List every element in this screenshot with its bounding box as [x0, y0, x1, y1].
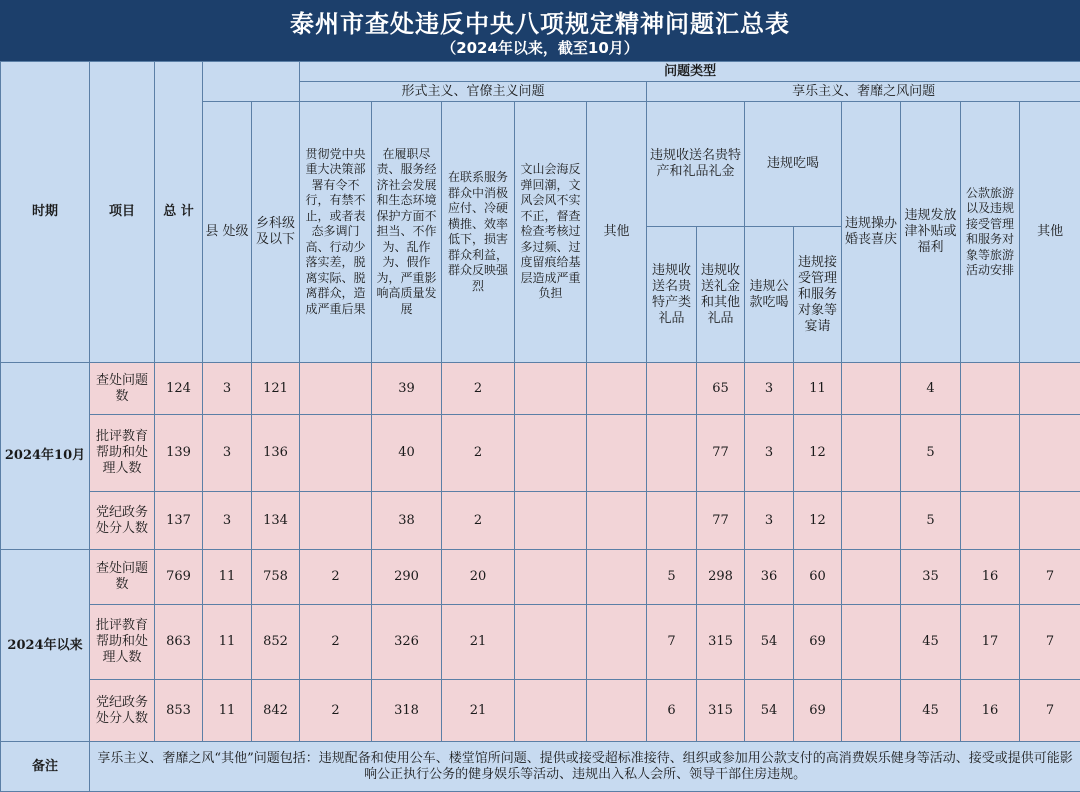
cell-dining-b: 12	[794, 492, 842, 550]
header-dining-a: 违规公款吃喝	[745, 227, 794, 363]
cell-f1: 2	[300, 605, 372, 680]
cell-wedding	[842, 550, 901, 605]
row-item: 查处问题数	[90, 363, 155, 415]
cell-total: 853	[155, 680, 203, 742]
cell-dining-a: 54	[745, 680, 794, 742]
header-total: 总 计	[155, 62, 203, 363]
header-problem-type: 问题类型	[300, 62, 1080, 82]
cell-township: 134	[252, 492, 300, 550]
cell-total: 863	[155, 605, 203, 680]
cell-f4	[515, 492, 587, 550]
title-bar	[0, 0, 1080, 61]
cell-travel: 16	[961, 550, 1020, 605]
cell-dining-b: 12	[794, 415, 842, 492]
cell-f2: 318	[372, 680, 442, 742]
cell-wedding	[842, 415, 901, 492]
cell-f4	[515, 550, 587, 605]
header-item: 项目	[90, 62, 155, 363]
cell-gift-a	[647, 492, 697, 550]
note-row	[1, 742, 1080, 792]
cell-total: 137	[155, 492, 203, 550]
cell-f1: 2	[300, 550, 372, 605]
header-formalism-group: 形式主义、官僚主义问题	[300, 82, 647, 102]
row-item: 批评教育帮助和处理人数	[90, 605, 155, 680]
cell-gift-b: 298	[697, 550, 745, 605]
cell-gift-a: 7	[647, 605, 697, 680]
row-item: 党纪政务处分人数	[90, 680, 155, 742]
table-row	[1, 605, 1080, 680]
header-township: 乡科级及以下	[252, 102, 300, 363]
cell-other	[1020, 492, 1080, 550]
header-allowance: 违规发放津补贴或福利	[901, 102, 961, 363]
header-gift-b: 违规收送礼金和其他礼品	[697, 227, 745, 363]
cell-township: 121	[252, 363, 300, 415]
cell-f2: 326	[372, 605, 442, 680]
cell-f4	[515, 680, 587, 742]
cell-dining-a: 3	[745, 492, 794, 550]
table-row	[1, 363, 1080, 415]
cell-f1	[300, 492, 372, 550]
header-other: 其他	[1020, 102, 1080, 363]
cell-other: 7	[1020, 605, 1080, 680]
cell-dining-a: 36	[745, 550, 794, 605]
cell-f5	[587, 363, 647, 415]
cell-township: 842	[252, 680, 300, 742]
cell-dining-b: 69	[794, 605, 842, 680]
cell-dining-a: 3	[745, 415, 794, 492]
cell-f4	[515, 415, 587, 492]
cell-county: 3	[203, 415, 252, 492]
cell-total: 124	[155, 363, 203, 415]
cell-county: 11	[203, 605, 252, 680]
cell-dining-a: 3	[745, 363, 794, 415]
cell-gift-a: 5	[647, 550, 697, 605]
cell-f1	[300, 415, 372, 492]
cell-allowance: 5	[901, 492, 961, 550]
cell-other: 7	[1020, 680, 1080, 742]
cell-f3: 21	[442, 605, 515, 680]
cell-township: 852	[252, 605, 300, 680]
header-hedonism-group: 享乐主义、奢靡之风问题	[647, 82, 1080, 102]
header-travel: 公款旅游以及违规接受管理和服务对象等旅游活动安排	[961, 102, 1020, 363]
table-row	[1, 492, 1080, 550]
table-row	[1, 680, 1080, 742]
note-text: 享乐主义、奢靡之风“其他”问题包括：违规配备和使用公车、楼堂馆所问题、提供或接受超标准接待、组织或参加用公款支付的高消费娱乐健身等活动、接受或提供可能影响公正执行公务的健身娱乐等活动、违规出入私人会所、领导干部住房违规。	[90, 742, 1080, 792]
cell-gift-b: 77	[697, 415, 745, 492]
cell-travel: 17	[961, 605, 1020, 680]
cell-gift-b: 315	[697, 680, 745, 742]
row-item: 批评教育帮助和处理人数	[90, 415, 155, 492]
cell-f5	[587, 605, 647, 680]
header-wedding: 违规操办婚丧喜庆	[842, 102, 901, 363]
header-f5: 其他	[587, 102, 647, 363]
cell-gift-a	[647, 363, 697, 415]
cell-f1	[300, 363, 372, 415]
row-item: 党纪政务处分人数	[90, 492, 155, 550]
note-label: 备注	[1, 742, 90, 792]
table-row	[1, 415, 1080, 492]
cell-wedding	[842, 680, 901, 742]
cell-travel: 16	[961, 680, 1020, 742]
cell-travel	[961, 415, 1020, 492]
header-gift-group: 违规收送名贵特产和礼品礼金	[647, 102, 745, 227]
cell-allowance: 45	[901, 605, 961, 680]
period-label: 2024年10月	[1, 363, 90, 550]
page-subtitle: （2024年以来，截至10月）	[0, 37, 1080, 58]
cell-dining-b: 11	[794, 363, 842, 415]
cell-f3: 21	[442, 680, 515, 742]
header-f2: 在履职尽责、服务经济社会发展和生态环境保护方面不担当、不作为、乱作为、假作为，严重影响高质量发展	[372, 102, 442, 363]
cell-total: 769	[155, 550, 203, 605]
cell-gift-a	[647, 415, 697, 492]
cell-township: 758	[252, 550, 300, 605]
header-county: 县 处级	[203, 102, 252, 363]
header-dining-b: 违规接受管理和服务对象等宴请	[794, 227, 842, 363]
cell-wedding	[842, 363, 901, 415]
cell-allowance: 35	[901, 550, 961, 605]
cell-other: 7	[1020, 550, 1080, 605]
cell-travel	[961, 492, 1020, 550]
table-row	[1, 550, 1080, 605]
period-label: 2024年以来	[1, 550, 90, 742]
cell-dining-a: 54	[745, 605, 794, 680]
cell-f3: 20	[442, 550, 515, 605]
cell-f5	[587, 550, 647, 605]
cell-f3: 2	[442, 492, 515, 550]
header-f1: 贯彻党中央重大决策部署有令不行，有禁不止，或者表态多调门高、行动少落实差，脱离实际、脱离群众，造成严重后果	[300, 102, 372, 363]
cell-wedding	[842, 492, 901, 550]
cell-allowance: 4	[901, 363, 961, 415]
cell-allowance: 5	[901, 415, 961, 492]
cell-other	[1020, 415, 1080, 492]
cell-f3: 2	[442, 363, 515, 415]
header-period: 时期	[1, 62, 90, 363]
cell-county: 11	[203, 680, 252, 742]
cell-f1: 2	[300, 680, 372, 742]
cell-county: 11	[203, 550, 252, 605]
header-level-blank	[203, 62, 300, 102]
row-item: 查处问题数	[90, 550, 155, 605]
cell-f2: 39	[372, 363, 442, 415]
cell-other	[1020, 363, 1080, 415]
cell-county: 3	[203, 363, 252, 415]
page-title: 泰州市查处违反中央八项规定精神问题汇总表	[0, 4, 1080, 39]
cell-f2: 40	[372, 415, 442, 492]
cell-f4	[515, 605, 587, 680]
header-f3: 在联系服务群众中消极应付、冷硬横推、效率低下，损害群众利益，群众反映强烈	[442, 102, 515, 363]
cell-wedding	[842, 605, 901, 680]
cell-gift-b: 65	[697, 363, 745, 415]
cell-f5	[587, 415, 647, 492]
cell-county: 3	[203, 492, 252, 550]
cell-f2: 290	[372, 550, 442, 605]
cell-f5	[587, 680, 647, 742]
cell-gift-b: 315	[697, 605, 745, 680]
summary-table	[0, 61, 1080, 792]
cell-gift-b: 77	[697, 492, 745, 550]
header-dining-group: 违规吃喝	[745, 102, 842, 227]
cell-gift-a: 6	[647, 680, 697, 742]
cell-f2: 38	[372, 492, 442, 550]
header-f4: 文山会海反弹回潮，文风会风不实不正，督查检查考核过多过频、过度留痕给基层造成严重负担	[515, 102, 587, 363]
cell-travel	[961, 363, 1020, 415]
cell-f3: 2	[442, 415, 515, 492]
cell-total: 139	[155, 415, 203, 492]
cell-f4	[515, 363, 587, 415]
header-gift-a: 违规收送名贵特产类礼品	[647, 227, 697, 363]
cell-dining-b: 60	[794, 550, 842, 605]
cell-f5	[587, 492, 647, 550]
cell-township: 136	[252, 415, 300, 492]
cell-dining-b: 69	[794, 680, 842, 742]
cell-allowance: 45	[901, 680, 961, 742]
